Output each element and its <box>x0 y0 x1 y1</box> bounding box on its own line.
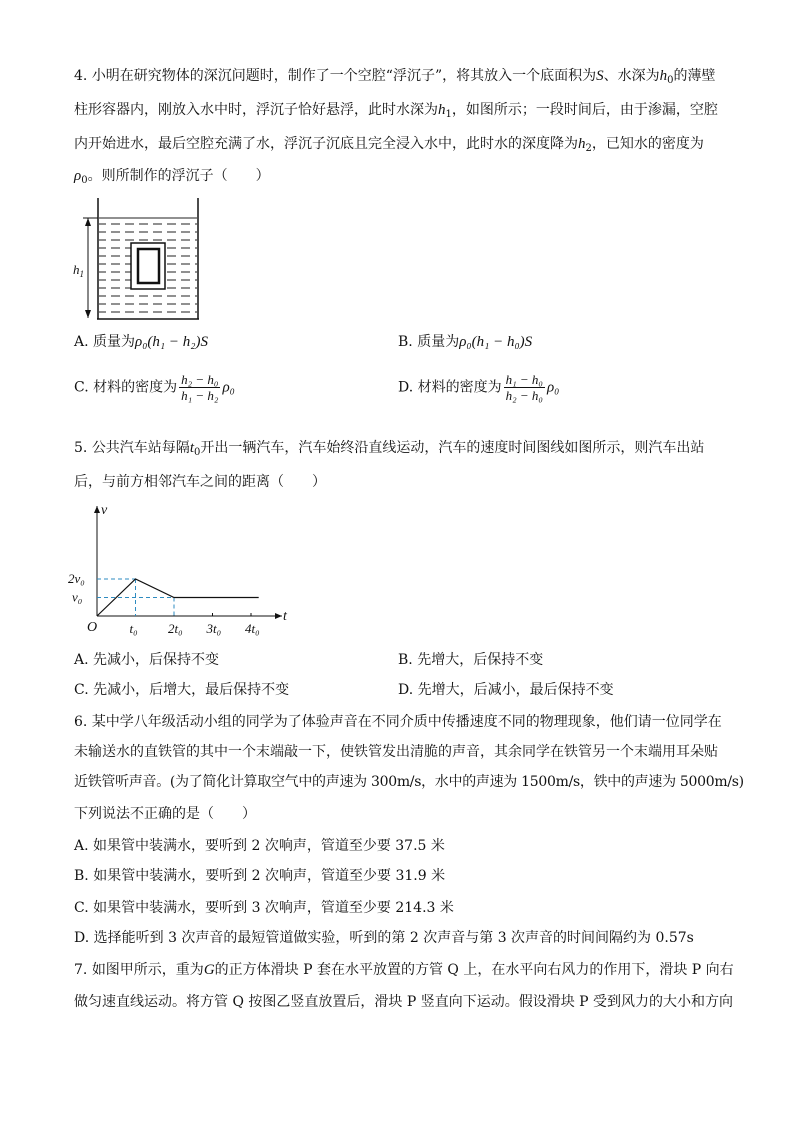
sub-2: 2 <box>585 143 592 154</box>
formula-b: ρ₀(h₁ − h₀)S <box>459 334 533 350</box>
q4-line2-a: 柱形容器内，刚放入水中时，浮沉子恰好悬浮，此时水深为 <box>74 102 438 118</box>
q7-line-2-text: 做匀速直线运动。将方管 Q 按图乙竖直放置后，滑块 P 竖直向下运动。假设滑块 P 受到风力的大小和方向 <box>74 994 734 1010</box>
y-tick-label: 2v₀ <box>68 571 85 586</box>
q6-line-1 <box>74 712 722 732</box>
sub-1: 1 <box>445 109 452 120</box>
q6-option-b-text: B. 如果管中装满水，要听到 2 次响声，管道至少要 31.9 米 <box>74 868 446 884</box>
y-axis-label: v <box>101 503 108 518</box>
q5-line-2 <box>74 472 326 492</box>
var-g: G <box>203 962 215 978</box>
q5-line-2-text: 后，与前方相邻汽车之间的距离（ ） <box>74 474 326 490</box>
var-s: S <box>596 68 604 84</box>
q6-line-3-text: 近铁管听声音。(为了简化计算取空气中的声速为 300m/s，水中的声速为 1500m/s，铁中的声速为 5000m/s) <box>74 774 744 790</box>
q5-text-a: 公共汽车站每隔 <box>91 440 190 456</box>
q4-option-a[interactable] <box>74 332 208 352</box>
q4-text-b: 、水深为 <box>603 68 660 84</box>
q6-line-3 <box>74 772 744 792</box>
q5-text-option-c: 先减小，后增大，最后保持不变 <box>93 682 290 698</box>
x-tick-label: 4t₀ <box>245 621 260 636</box>
var-h2: h <box>578 136 586 152</box>
arrow-down-icon <box>85 310 91 318</box>
h1-sub: 1 <box>79 269 84 279</box>
formula-a: ρ₀(h₁ − h₂)S <box>135 334 208 350</box>
var-h1: h <box>438 102 446 118</box>
q6-option-c-text: C. 如果管中装满水，要听到 3 次响声，管道至少要 214.3 米 <box>74 900 454 916</box>
q6-line-4 <box>74 804 256 824</box>
q6-option-a-text: A. 如果管中装满水，要听到 2 次响声，管道至少要 37.5 米 <box>74 838 445 854</box>
fraction-d <box>504 372 545 403</box>
label-b: B. <box>398 334 413 350</box>
q6-option-a[interactable] <box>74 836 445 856</box>
float-body-inner <box>138 249 159 283</box>
x-axis-arrow-icon <box>275 613 282 619</box>
origin-label: O <box>87 620 98 635</box>
rho-sub: 0 <box>81 175 88 186</box>
label-d: D. <box>398 379 414 396</box>
q6-option-c[interactable] <box>74 898 454 918</box>
velocity-time-chart <box>70 500 300 640</box>
q6-option-d[interactable] <box>74 928 694 948</box>
q4-line-2 <box>74 100 718 120</box>
fraction-c <box>179 372 220 403</box>
sub-t0: 0 <box>193 447 201 458</box>
y-axis-arrow-icon <box>94 506 100 513</box>
q5-text-b: 开出一辆汽车，汽车始终沿直线运动，汽车的速度时间图线如图所示，则汽车出站 <box>200 440 705 456</box>
var-t0: t <box>189 440 194 456</box>
q6-line-2 <box>74 742 718 762</box>
q4-number: 4. <box>74 68 88 84</box>
q5-text-option-a: 先减小，后保持不变 <box>93 652 220 668</box>
q5-label-c: C. <box>74 682 89 698</box>
rho-d: ρ₀ <box>546 379 560 396</box>
q7-number: 7. <box>74 962 88 978</box>
q7-line-1-b: 的正方体滑块 P 套在水平放置的方管 Q 上，在水平向右风力的作用下，滑块 P 向右 <box>214 962 734 978</box>
q4-line3-b: ，已知水的密度为 <box>591 136 704 152</box>
x-axis-label: t <box>283 609 287 624</box>
q5-option-c[interactable] <box>74 680 289 700</box>
q6-number: 6. <box>74 714 88 730</box>
text-c: 材料的密度为 <box>93 379 178 396</box>
q5-number: 5. <box>74 440 88 456</box>
var-h0: h <box>659 68 668 84</box>
y-tick-label: v₀ <box>72 589 83 605</box>
q7-line-2 <box>74 992 733 1012</box>
label-c: C. <box>74 379 89 396</box>
q5-text-option-d: 先增大，后减小，最后保持不变 <box>417 682 614 698</box>
q4-line4-b: 。则所制作的浮沉子（ ） <box>87 168 270 184</box>
container-figure <box>68 196 208 322</box>
q4-option-c[interactable] <box>74 372 235 403</box>
q4-line-1 <box>74 66 716 86</box>
x-tick-label: t₀ <box>129 621 138 636</box>
q5-label-a: A. <box>74 652 89 668</box>
q6-line-2-text: 未输送水的直铁管的其中一个末端敲一下，使铁管发出清脆的声音，其余同学在铁管另一个末端用耳朵贴 <box>74 744 718 760</box>
text-a: 质量为 <box>93 334 136 350</box>
q5-text-option-b: 先增大，后保持不变 <box>417 652 544 668</box>
x-tick-label: 2t₀ <box>168 621 183 636</box>
text-d: 材料的密度为 <box>417 379 502 396</box>
h1-h: h <box>73 262 80 277</box>
rho-c: ρ₀ <box>222 379 235 396</box>
q5-label-d: D. <box>398 682 414 698</box>
text-b: 质量为 <box>417 334 460 350</box>
q6-line-1-text: 某中学八年级活动小组的同学为了体验声音在不同介质中传播速度不同的物理现象，他们请一位同学在 <box>91 714 722 730</box>
fraction-c-den: h₁ − h₂ <box>181 388 219 403</box>
label-a: A. <box>74 334 89 350</box>
q4-line-4 <box>74 166 270 186</box>
q6-option-d-text: D. 选择能听到 3 次声音的最短管道做实验，听到的第 2 次声音与第 3 次声音的时间间隔约为 0.57s <box>74 930 694 946</box>
q4-line2-b: ，如图所示；一段时间后，由于渗漏，空腔 <box>451 102 718 118</box>
arrow-up-icon <box>85 218 91 226</box>
q7-line-1-a: 如图甲所示，重为 <box>91 962 204 978</box>
q5-label-b: B. <box>398 652 413 668</box>
var-rho: ρ <box>74 168 82 184</box>
q5-line-1 <box>74 438 704 458</box>
q4-line-3 <box>74 134 704 154</box>
q4-text-c: 的薄壁 <box>673 68 716 84</box>
q6-option-b[interactable] <box>74 866 445 886</box>
fraction-d-num: h₁ − h₀ <box>505 372 543 387</box>
fraction-c-num: h₂ − h₀ <box>181 372 219 387</box>
q5-option-b[interactable] <box>398 650 543 670</box>
q7-line-1 <box>74 960 734 980</box>
q4-line3-a: 内开始进水，最后空腔充满了水，浮沉子沉底且完全浸入水中，此时水的深度降为 <box>74 136 578 152</box>
fraction-d-den: h₂ − h₀ <box>505 388 543 403</box>
q5-option-d[interactable] <box>398 680 614 700</box>
q6-line-4-text: 下列说法不正确的是（ ） <box>74 806 256 822</box>
q4-option-d[interactable] <box>398 372 559 403</box>
q5-option-a[interactable] <box>74 650 219 670</box>
q4-option-b[interactable] <box>398 332 532 352</box>
x-tick-label: 3t₀ <box>206 621 222 636</box>
q4-text-a: 小明在研究物体的深沉问题时，制作了一个空腔“浮沉子”，将其放入一个底面积为 <box>91 68 597 84</box>
sub-0: 0 <box>667 75 674 86</box>
